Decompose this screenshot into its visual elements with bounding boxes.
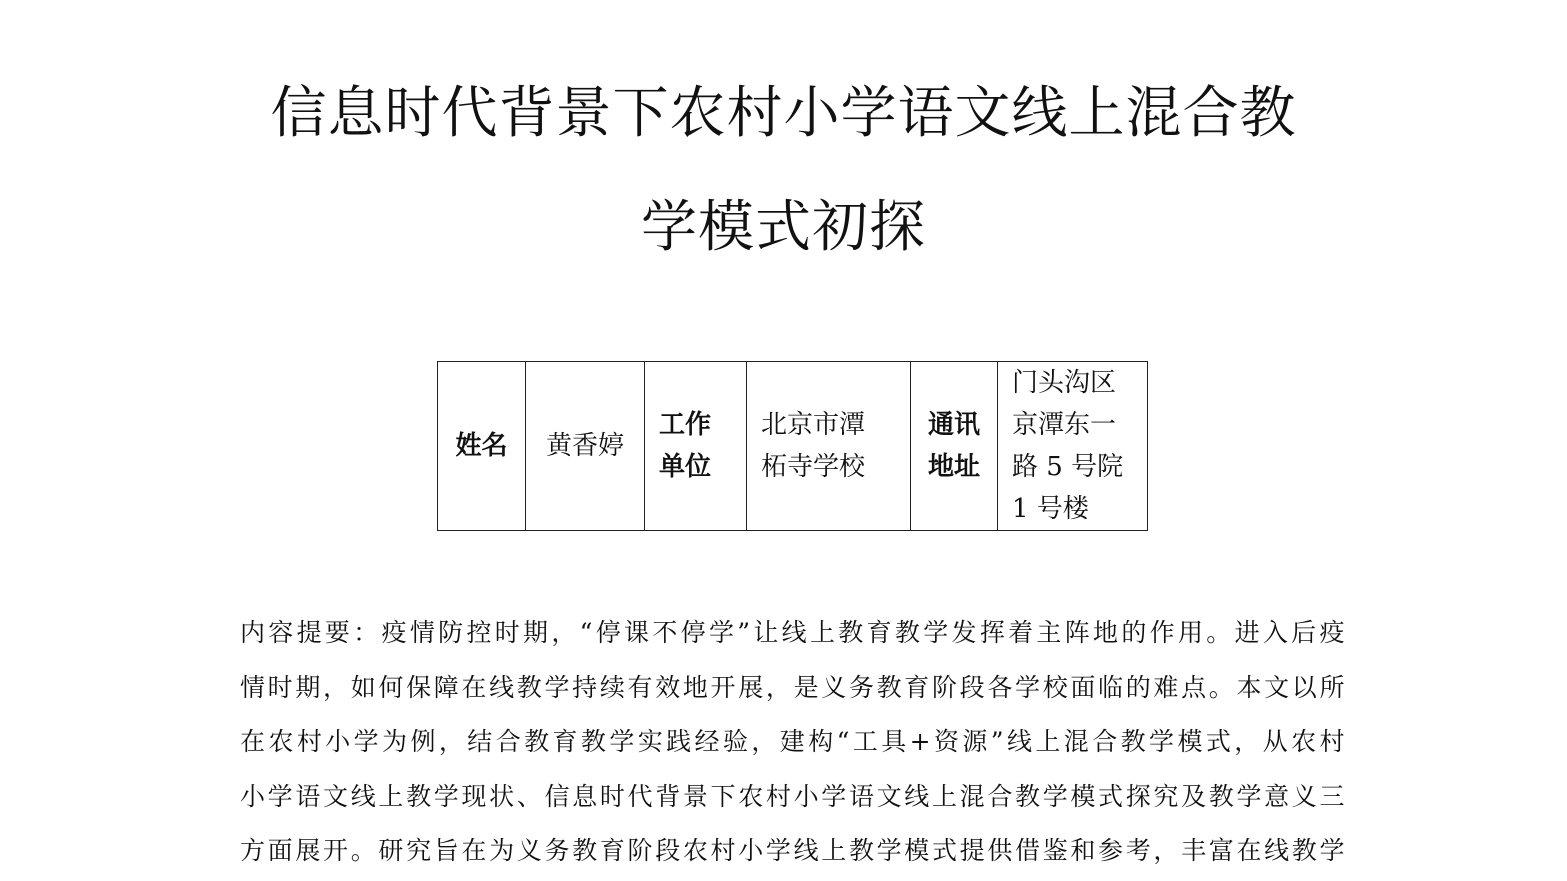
document-title-line-2: 学模式初探 bbox=[641, 195, 926, 260]
address-label-line-2: 地址 bbox=[927, 452, 980, 482]
name-label-cell bbox=[438, 362, 526, 531]
author-info-table bbox=[437, 361, 1148, 531]
address-label-line-1: 通讯 bbox=[927, 410, 980, 440]
address-value-line-3: 路 5 号院 bbox=[1012, 452, 1124, 482]
abstract-paragraph bbox=[240, 606, 1346, 879]
address-value-cell bbox=[998, 362, 1148, 531]
abstract-line: 小学语文线上教学现状、信息时代背景下农村小学语文线上混合教学模式探究及教学意义三 bbox=[240, 781, 1346, 811]
unit-label-line-1: 工作 bbox=[659, 410, 712, 440]
unit-value-line-1: 北京市潭 bbox=[761, 410, 866, 440]
author-name: 黄香婷 bbox=[545, 431, 624, 461]
abstract-line: 在农村小学为例，结合教育教学实践经验，建构“工具+资源”线上混合教学模式，从农村 bbox=[240, 727, 1346, 757]
abstract-line: 方面展开。研究旨在为义务教育阶段农村小学线上教学模式提供借鉴和参考，丰富在线教学 bbox=[240, 836, 1346, 866]
abstract-line: 内容提要：疫情防控时期，“停课不停学”让线上教育教学发挥着主阵地的作用。进入后疫 bbox=[240, 618, 1346, 647]
unit-label-cell bbox=[645, 362, 747, 531]
unit-value-line-2: 柘寺学校 bbox=[761, 452, 866, 482]
unit-label-line-2: 单位 bbox=[659, 452, 712, 482]
document-title-line-1: 信息时代背景下农村小学语文线上混合教 bbox=[270, 81, 1297, 146]
abstract-line: 情时期，如何保障在线教学持续有效地开展，是义务教育阶段各学校面临的难点。本文以所 bbox=[240, 672, 1346, 702]
address-value-line-2: 京潭东一 bbox=[1012, 410, 1117, 440]
address-value-line-4: 1 号楼 bbox=[1012, 494, 1089, 524]
unit-value-cell bbox=[747, 362, 911, 531]
name-label: 姓名 bbox=[455, 431, 508, 461]
address-value-line-1: 门头沟区 bbox=[1012, 368, 1117, 398]
author-info-row bbox=[438, 362, 1148, 531]
address-label-cell bbox=[911, 362, 998, 531]
name-value-cell bbox=[526, 362, 645, 531]
